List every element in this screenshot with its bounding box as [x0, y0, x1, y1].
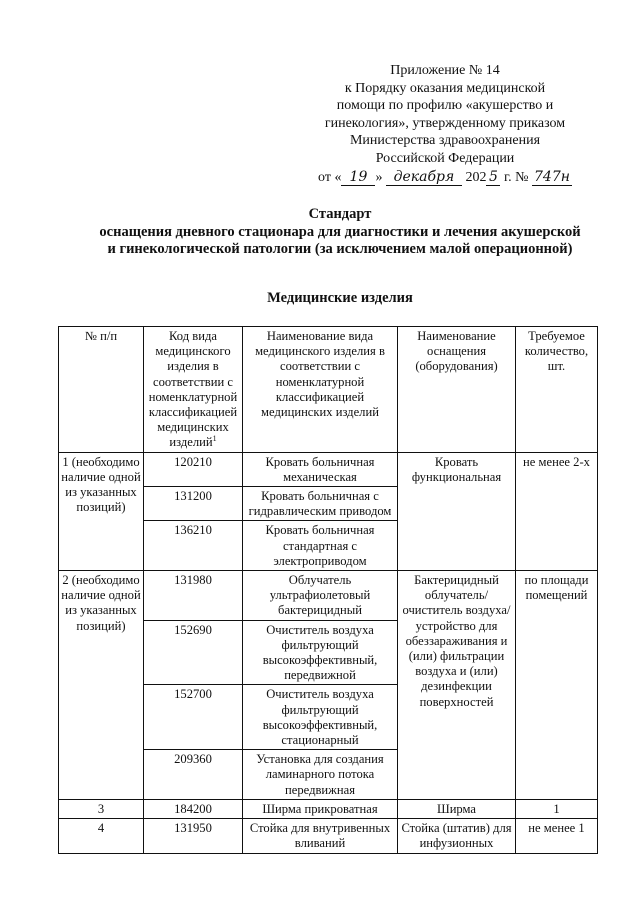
appendix-line: Российской Федерации	[375, 150, 515, 166]
cell-quantity: по площади помещений	[516, 571, 598, 800]
cell-name: Облучатель ультрафиолетовый бактерицидный	[243, 571, 398, 621]
section-title: Медицинские изделия	[267, 290, 413, 306]
appendix-block	[300, 62, 590, 186]
cell-name: Кровать больничная механическая	[243, 452, 398, 486]
cell-name: Кровать больничная с гидравлическим приводом	[243, 487, 398, 521]
appendix-line: Министерства здравоохранения	[349, 133, 541, 149]
header-cell-name: Наименование вида медицинского изделия в соответствии с номенклатурной классификацией медицинских изделий	[243, 327, 398, 453]
cell-num: 4	[59, 819, 144, 853]
appendix-line: помощи по профилю «акушерство и	[336, 98, 554, 114]
cell-quantity: 1	[516, 799, 598, 818]
cell-quantity: не менее 2-х	[516, 452, 598, 570]
cell-name: Кровать больничная стандартная с электроприводом	[243, 521, 398, 571]
table-header-row	[59, 327, 598, 453]
cell-name: Очиститель воздуха фильтрующий высокоэффективный, стационарный	[243, 685, 398, 750]
date-mid: »	[375, 169, 383, 185]
header-cell-code	[144, 327, 243, 453]
cell-num: 2 (необходимо наличие одной из указанных позиций)	[59, 571, 144, 800]
cell-equipment: Ширма	[398, 799, 516, 818]
cell-code: 120210	[144, 452, 243, 486]
cell-code: 131980	[144, 571, 243, 621]
document-title	[40, 206, 640, 259]
cell-code: 184200	[144, 799, 243, 818]
equipment-table	[58, 326, 598, 854]
cell-equipment: Бактерицидный облучатель/ очиститель воздуха/ устройство для обеззараживания и (или) фильтрации воздуха и (или) дезинфекции поверхностей	[398, 571, 516, 800]
handwritten-month: декабря	[386, 170, 462, 186]
header-code-text: Код вида медицинского изделия в соответствии с номенклатурной классификацией медицинских изделий	[148, 329, 238, 450]
cell-name: Ширма прикроватная	[243, 799, 398, 818]
cell-code: 152690	[144, 620, 243, 685]
cell-code: 136210	[144, 521, 243, 571]
table-row	[59, 452, 598, 486]
cell-code: 131200	[144, 487, 243, 521]
year-prefix: 202	[465, 169, 487, 185]
cell-num: 1 (необходимо наличие одной из указанных позиций)	[59, 452, 144, 570]
cell-code: 131950	[144, 819, 243, 853]
table-row	[59, 571, 598, 621]
appendix-line: к Порядку оказания медицинской	[344, 80, 546, 96]
handwritten-order-number: 747н	[534, 168, 570, 185]
handwritten-year-digit: 5	[486, 170, 500, 186]
cell-code: 209360	[144, 750, 243, 800]
title-line: и гинекологической патологии (за исключением малой операционной)	[107, 241, 573, 257]
cell-quantity: не менее 1	[516, 819, 598, 853]
table-row	[59, 799, 598, 818]
number-prefix: г. №	[500, 169, 529, 185]
cell-name: Установка для создания ламинарного потока передвижная	[243, 750, 398, 800]
appendix-line: Приложение № 14	[390, 63, 500, 78]
footnote-mark: 1	[212, 434, 217, 444]
cell-code: 152700	[144, 685, 243, 750]
cell-equipment: Кровать функциональная	[398, 452, 516, 570]
handwritten-day: 19	[341, 170, 375, 186]
header-cell-num: № п/п	[59, 327, 144, 453]
order-date-line	[300, 169, 590, 187]
cell-equipment: Стойка (штатив) для инфузионных	[398, 819, 516, 853]
title-line: Стандарт	[308, 206, 372, 222]
header-cell-equipment: Наименование оснащения (оборудования)	[398, 327, 516, 453]
appendix-line: гинекология», утвержденному приказом	[324, 115, 566, 131]
date-prefix: от «	[318, 169, 342, 185]
cell-name: Очиститель воздуха фильтрующий высокоэффективный, передвижной	[243, 620, 398, 685]
header-cell-quantity: Требуемое количество, шт.	[516, 327, 598, 453]
cell-num: 3	[59, 799, 144, 818]
table-row	[59, 819, 598, 853]
title-line: оснащения дневного стационара для диагностики и лечения акушерской	[99, 223, 581, 240]
cell-name: Стойка для внутривенных вливаний	[243, 819, 398, 853]
